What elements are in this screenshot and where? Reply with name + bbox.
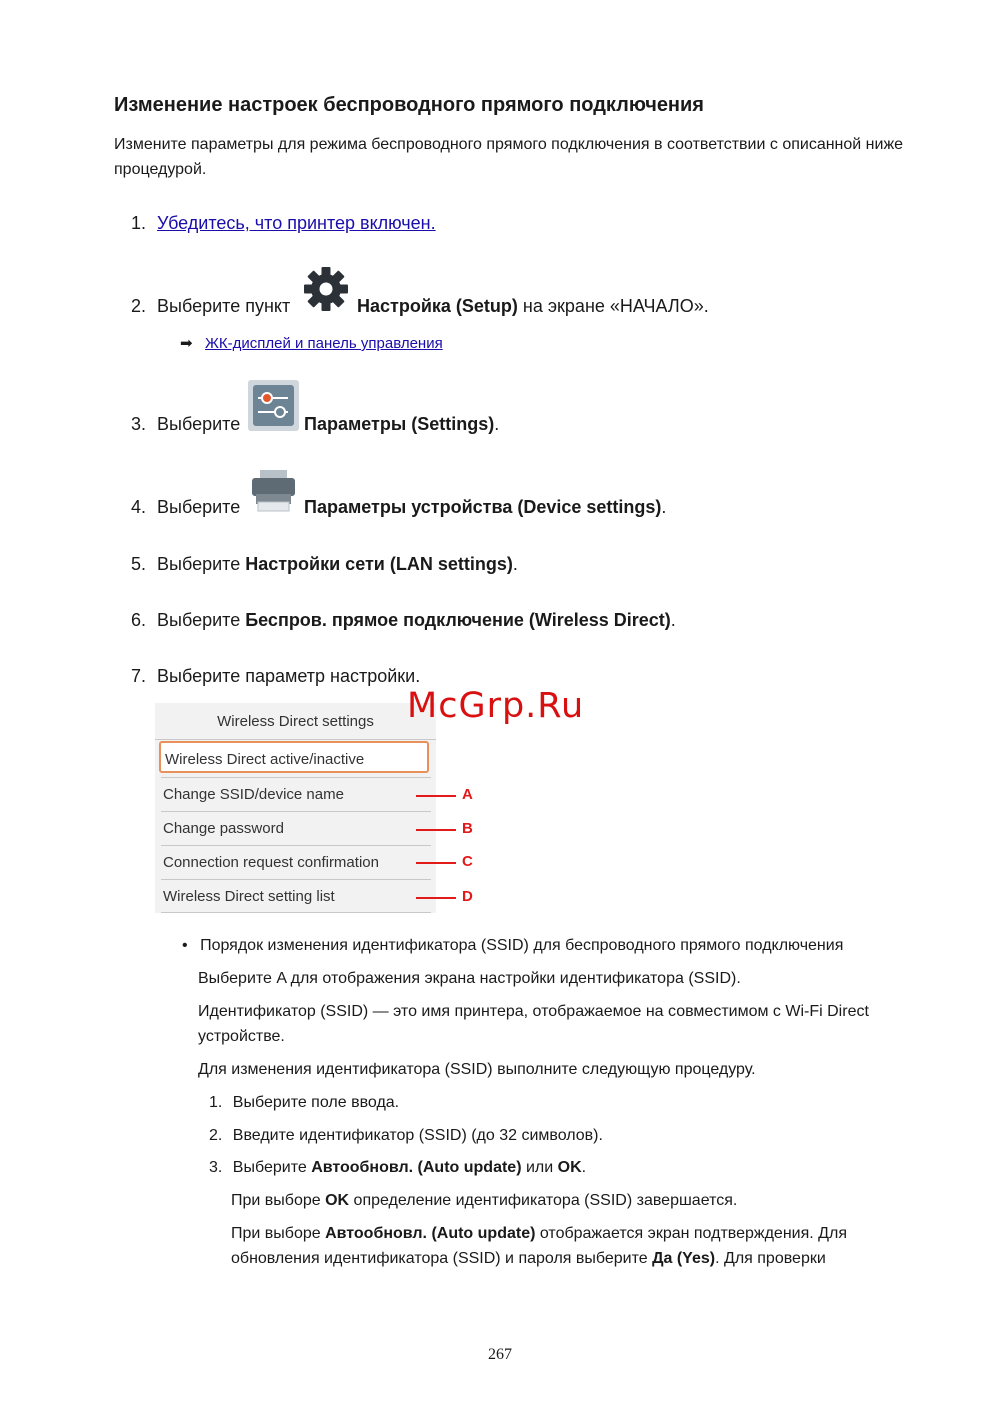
step-text: Выберите <box>232 1159 312 1176</box>
step-number: 7. <box>131 666 147 686</box>
ok-option: OK <box>557 1159 582 1176</box>
step-text: . <box>512 554 518 574</box>
substep-1 <box>209 1094 399 1112</box>
bullet-paragraph-2-line-1: Идентификатор (SSID) — это имя принтера, отображаемое на совместимом с Wi-Fi Direct <box>198 1003 869 1020</box>
step-2 <box>131 296 290 317</box>
note-auto-update-line-2 <box>231 1250 826 1268</box>
step-number: 3. <box>209 1159 223 1176</box>
callout-label-b: B <box>462 820 473 837</box>
substep-3 <box>209 1159 586 1177</box>
divider <box>161 777 431 778</box>
step-number: 4. <box>131 497 147 517</box>
callout-line-a <box>416 795 456 797</box>
step-text: Выберите <box>157 554 246 574</box>
note-text: обновления идентификатора (SSID) и пароля выберите <box>231 1250 653 1267</box>
step-7 <box>131 666 420 687</box>
step-text: Выберите <box>157 414 241 434</box>
step-1 <box>131 213 436 234</box>
setup-menu-name: Настройка (Setup) <box>357 296 518 316</box>
yes-option: Да (Yes) <box>652 1250 716 1267</box>
device-settings-menu-name: Параметры устройства (Device settings) <box>304 497 662 517</box>
step-text: или <box>521 1159 558 1176</box>
step-text: Выберите пункт <box>157 296 291 316</box>
step-text: Выберите поле ввода. <box>232 1094 400 1111</box>
step-number: 1. <box>131 213 147 233</box>
step-6 <box>131 610 676 631</box>
arrow-right-icon: ➡ <box>180 334 193 352</box>
substep-2 <box>209 1127 603 1145</box>
printer-icon <box>248 464 299 515</box>
step-5 <box>131 554 518 575</box>
bullet-paragraph-2-line-2: устройстве. <box>198 1028 285 1045</box>
callout-line-d <box>416 897 456 899</box>
step-number: 1. <box>209 1094 223 1111</box>
step-text: . <box>661 497 667 517</box>
divider <box>155 739 436 740</box>
note-ok <box>231 1192 737 1210</box>
step-text: . <box>494 414 500 434</box>
divider <box>161 845 431 846</box>
divider <box>161 879 431 880</box>
step-number: 2. <box>131 296 147 316</box>
divider <box>161 811 431 812</box>
bullet-marker: • <box>182 937 188 954</box>
callout-label-c: C <box>462 853 473 870</box>
screen-title: Wireless Direct settings <box>217 713 374 730</box>
intro-paragraph: Измените параметры для режима беспроводного прямого подключения в соответствии с описанной ниже процедурой. <box>114 136 904 178</box>
menu-item-change-password[interactable]: Change password <box>163 820 284 837</box>
wireless-direct-menu-name: Беспров. прямое подключение (Wireless Direct) <box>245 610 671 630</box>
note-text: определение идентификатора (SSID) завершается. <box>349 1192 738 1209</box>
settings-menu-name: Параметры (Settings) <box>304 414 495 434</box>
auto-update-option: Автообновл. (Auto update) <box>325 1225 536 1242</box>
note-text: При выборе <box>231 1225 326 1242</box>
settings-sliders-icon <box>248 380 299 431</box>
lan-settings-menu-name: Настройки сети (LAN settings) <box>245 554 513 574</box>
menu-item-change-ssid[interactable]: Change SSID/device name <box>163 786 344 803</box>
bullet-title-line <box>182 937 843 955</box>
step-4-tail <box>304 497 666 518</box>
bullet-paragraph-3: Для изменения идентификатора (SSID) выполните следующую процедуру. <box>198 1061 756 1078</box>
step-3-tail <box>304 414 499 435</box>
bullet-paragraph-1: Выберите A для отображения экрана настройки идентификатора (SSID). <box>198 970 741 987</box>
step-4 <box>131 497 240 518</box>
step-number: 6. <box>131 610 147 630</box>
step-number: 5. <box>131 554 147 574</box>
page-title: Изменение настроек беспроводного прямого подключения <box>114 94 704 116</box>
bullet-title: Порядок изменения идентификатора (SSID) для беспроводного прямого подключения <box>200 937 844 954</box>
step-text: Выберите параметр настройки. <box>157 666 421 686</box>
page-number: 267 <box>488 1346 512 1363</box>
step-number: 3. <box>131 414 147 434</box>
step-text: на экране «НАЧАЛО». <box>517 296 709 316</box>
step-text: Выберите <box>157 610 246 630</box>
note-auto-update-line-1 <box>231 1225 847 1243</box>
auto-update-option: Автообновл. (Auto update) <box>311 1159 522 1176</box>
menu-item-setting-list[interactable]: Wireless Direct setting list <box>163 888 335 905</box>
callout-label-d: D <box>462 888 473 905</box>
menu-item-active-inactive[interactable]: Wireless Direct active/inactive <box>165 751 365 768</box>
callout-line-c <box>416 862 456 864</box>
gear-icon <box>300 263 352 315</box>
ok-option: OK <box>325 1192 350 1209</box>
lcd-panel-link[interactable]: ЖК-дисплей и панель управления <box>205 335 443 352</box>
step-text: Выберите <box>157 497 241 517</box>
step-2-tail <box>357 296 709 317</box>
watermark-text: McGrp.Ru <box>407 686 585 726</box>
note-text: При выборе <box>231 1192 326 1209</box>
step-3 <box>131 414 240 435</box>
lcd-panel-reference <box>180 334 443 353</box>
callout-label-a: A <box>462 786 473 803</box>
printer-on-link[interactable]: Убедитесь, что принтер включен. <box>157 213 436 233</box>
wireless-direct-settings-screen <box>155 703 436 913</box>
step-text: . <box>581 1159 587 1176</box>
step-number: 2. <box>209 1127 223 1144</box>
callout-line-b <box>416 829 456 831</box>
step-text: . <box>670 610 676 630</box>
menu-item-connection-request[interactable]: Connection request confirmation <box>163 854 379 871</box>
step-text: Введите идентификатор (SSID) (до 32 символов). <box>232 1127 603 1144</box>
note-text: . Для проверки <box>715 1250 826 1267</box>
note-text: отображается экран подтверждения. Для <box>535 1225 847 1242</box>
divider <box>161 912 431 913</box>
